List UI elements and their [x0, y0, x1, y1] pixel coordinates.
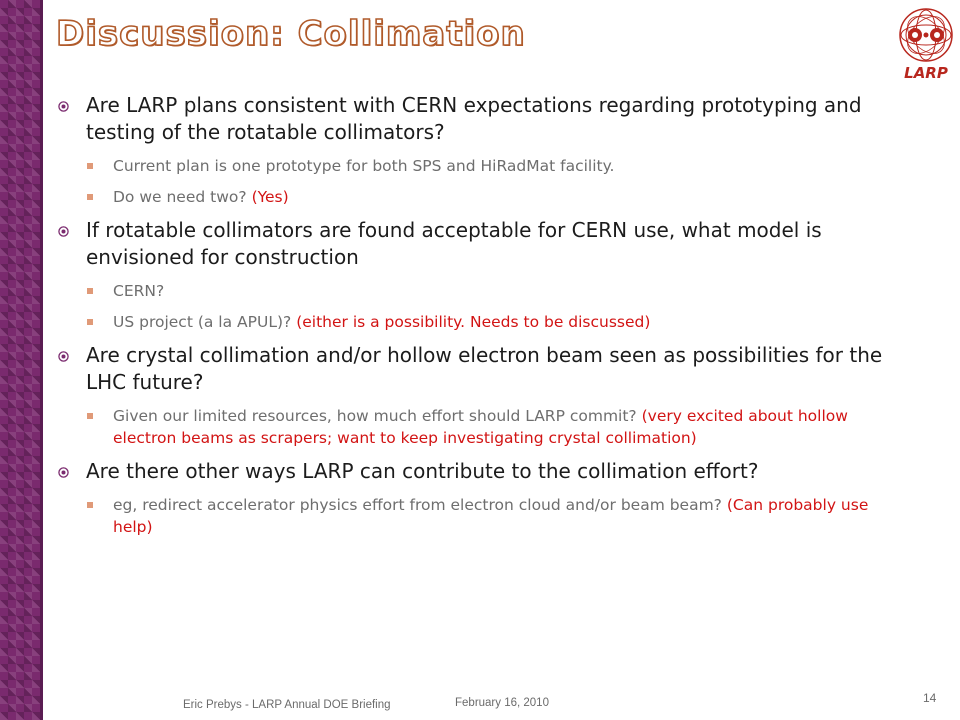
square-bullet-icon: [87, 288, 93, 294]
bullet-list: [58, 92, 908, 547]
decorative-side-strip: [0, 0, 40, 720]
square-bullet-icon: [87, 413, 93, 419]
sub-bullet-text: Do we need two?: [113, 188, 247, 206]
sub-bullet-item: [58, 155, 908, 177]
larp-logo-icon: [895, 4, 957, 66]
slide-title: Discussion: Collimation: [56, 14, 526, 54]
bullet-text: Are LARP plans consistent with CERN expectations regarding prototyping and testing of the rotatable collimators?: [86, 93, 862, 144]
answer-text: (Can probably use help): [113, 496, 869, 536]
sub-bullet-text: CERN?: [113, 282, 165, 300]
circled-bullet-icon: [58, 467, 69, 478]
square-bullet-icon: [87, 319, 93, 325]
bullet-text: Are there other ways LARP can contribute to the collimation effort?: [86, 459, 759, 483]
square-bullet-icon: [87, 502, 93, 508]
square-bullet-icon: [87, 163, 93, 169]
footer-date: February 16, 2010: [455, 697, 549, 709]
larp-logo-text: LARP: [904, 64, 948, 82]
answer-text: (very excited about hollow electron beams as scrapers; want to keep investigating crystal collimation): [113, 407, 848, 447]
bullet-text: If rotatable collimators are found acceptable for CERN use, what model is envisioned for construction: [86, 218, 822, 269]
sub-bullet-item: [58, 405, 908, 449]
answer-text: (either is a possibility. Needs to be discussed): [296, 313, 651, 331]
bullet-item: [58, 217, 908, 271]
bullet-text: Are crystal collimation and/or hollow electron beam seen as possibilities for the LHC future?: [86, 343, 883, 394]
sub-bullet-item: [58, 494, 908, 538]
bullet-item: [58, 92, 908, 146]
larp-logo: [895, 4, 957, 86]
sub-bullet-item: [58, 311, 908, 333]
sub-bullet-item: [58, 186, 908, 208]
bullet-item: [58, 458, 908, 485]
sub-bullet-text: Current plan is one prototype for both SPS and HiRadMat facility.: [113, 157, 615, 175]
sub-bullet-item: [58, 280, 908, 302]
page-number: 14: [923, 691, 937, 705]
footer-author: Eric Prebys - LARP Annual DOE Briefing: [183, 699, 391, 711]
circled-bullet-icon: [58, 351, 69, 362]
circled-bullet-icon: [58, 226, 69, 237]
sub-bullet-text: Given our limited resources, how much effort should LARP commit?: [113, 407, 637, 425]
bullet-item: [58, 342, 908, 396]
square-bullet-icon: [87, 194, 93, 200]
sub-bullet-text: US project (a la APUL)?: [113, 313, 292, 331]
answer-text: (Yes): [251, 188, 289, 206]
sub-bullet-text: eg, redirect accelerator physics effort from electron cloud and/or beam beam?: [113, 496, 722, 514]
circled-bullet-icon: [58, 101, 69, 112]
side-strip-edge: [40, 0, 43, 720]
